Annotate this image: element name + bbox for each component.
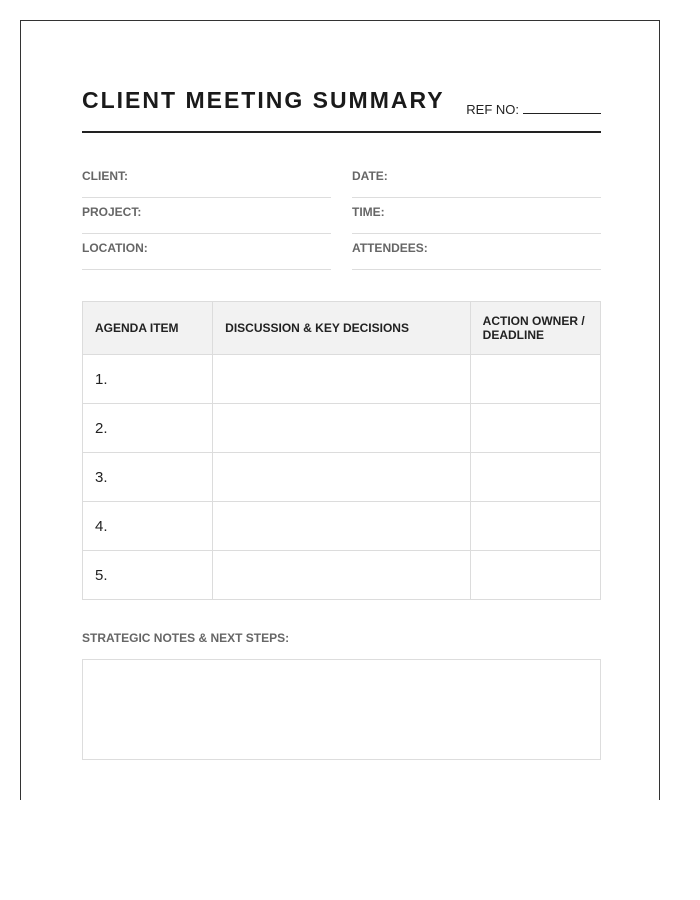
attendees-field[interactable] bbox=[352, 234, 601, 270]
discussion-cell[interactable] bbox=[213, 355, 471, 404]
date-label: DATE: bbox=[352, 169, 388, 183]
date-field[interactable] bbox=[352, 162, 601, 198]
table-row bbox=[83, 404, 601, 453]
document-page bbox=[20, 20, 660, 800]
discussion-cell[interactable] bbox=[213, 453, 471, 502]
notes-label: STRATEGIC NOTES & NEXT STEPS: bbox=[82, 631, 290, 645]
location-field[interactable] bbox=[82, 234, 331, 270]
client-label: CLIENT: bbox=[82, 169, 128, 183]
action-owner-cell[interactable] bbox=[470, 551, 600, 600]
header-action-owner: ACTION OWNER / DEADLINE bbox=[470, 302, 600, 355]
table-row bbox=[83, 355, 601, 404]
agenda-item-cell[interactable]: 4. bbox=[83, 502, 213, 551]
notes-box[interactable] bbox=[82, 659, 601, 760]
client-field[interactable] bbox=[82, 162, 331, 198]
agenda-item-cell[interactable]: 5. bbox=[83, 551, 213, 600]
attendees-label: ATTENDEES: bbox=[352, 241, 428, 255]
agenda-item-cell[interactable]: 1. bbox=[83, 355, 213, 404]
table-row bbox=[83, 502, 601, 551]
discussion-cell[interactable] bbox=[213, 502, 471, 551]
agenda-table bbox=[82, 301, 601, 600]
action-owner-cell[interactable] bbox=[470, 404, 600, 453]
discussion-cell[interactable] bbox=[213, 551, 471, 600]
action-owner-cell[interactable] bbox=[470, 502, 600, 551]
action-owner-cell[interactable] bbox=[470, 355, 600, 404]
header-discussion: DISCUSSION & KEY DECISIONS bbox=[213, 302, 471, 355]
header-agenda-item: AGENDA ITEM bbox=[83, 302, 213, 355]
table-header-row bbox=[83, 302, 601, 355]
discussion-cell[interactable] bbox=[213, 404, 471, 453]
document-title: CLIENT MEETING SUMMARY bbox=[82, 87, 445, 113]
ref-no-label: REF NO: bbox=[466, 102, 519, 117]
project-label: PROJECT: bbox=[82, 205, 142, 219]
project-field[interactable] bbox=[82, 198, 331, 234]
agenda-item-cell[interactable]: 2. bbox=[83, 404, 213, 453]
action-owner-cell[interactable] bbox=[470, 453, 600, 502]
ref-no-field[interactable] bbox=[466, 101, 601, 117]
table-row bbox=[83, 453, 601, 502]
ref-no-blank[interactable] bbox=[523, 101, 601, 114]
table-row bbox=[83, 551, 601, 600]
time-field[interactable] bbox=[352, 198, 601, 234]
location-label: LOCATION: bbox=[82, 241, 148, 255]
time-label: TIME: bbox=[352, 205, 385, 219]
agenda-item-cell[interactable]: 3. bbox=[83, 453, 213, 502]
document-header bbox=[82, 87, 601, 133]
